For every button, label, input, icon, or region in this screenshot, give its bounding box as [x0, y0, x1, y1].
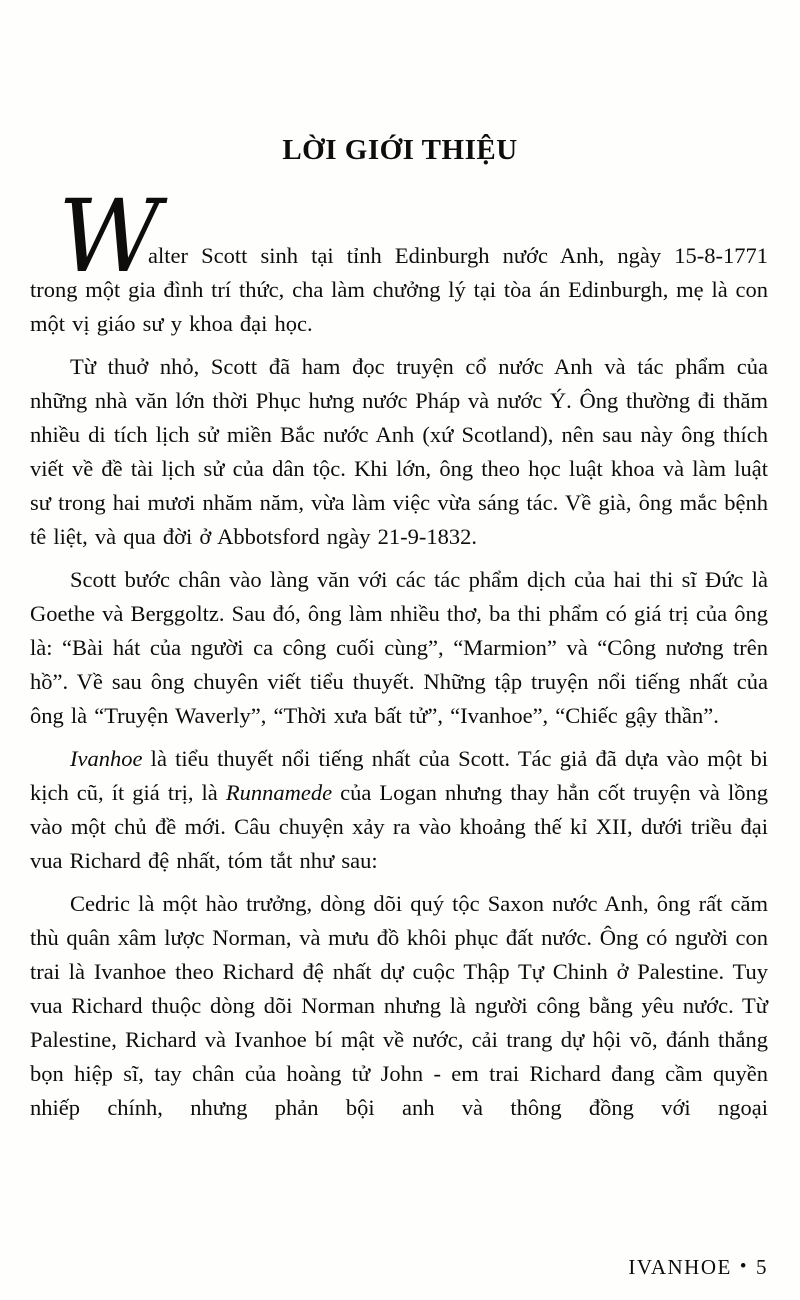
paragraph: [30, 178, 768, 341]
paragraph: Ivanhoe là tiểu thuyết nổi tiếng nhất của Scott. Tác giả đã dựa vào một bi kịch cũ, ít giá trị, là Runnamede của Logan nhưng thay hẳn cốt truyện và lồng vào một chủ đề mới. Câu chuyện xảy ra vào khoảng thế kỉ XII, dưới triều đại vua Richard đệ nhất, tóm tắt như sau:: [30, 746, 768, 873]
paragraph: Scott bước chân vào làng văn với các tác phẩm dịch của hai thi sĩ Đức là Goethe và Berggoltz. Sau đó, ông làm nhiều thơ, ba thi phẩm có giá trị của ông là: “Bài hát của người ca công cuối cùng”, “Marmion” và “Công nương trên hồ”. Về sau ông chuyên viết tiểu thuyết. Những tập truyện nổi tiếng nhất của ông là “Truyện Waverly”, “Thời xưa bất tử”, “Ivanhoe”, “Chiếc gậy thần”.: [30, 567, 768, 728]
drop-cap: W: [58, 178, 161, 295]
footer-page-number: 5: [756, 1255, 768, 1279]
paragraph: Cedric là một hào trưởng, dòng dõi quý tộc Saxon nước Anh, ông rất căm thù quân xâm lược Norman, và mưu đồ khôi phục đất nước. Ông có người con trai là Ivanhoe theo Richard đệ nhất dự cuộc Thập Tự Chinh ở Palestine. Tuy vua Richard thuộc dòng dõi Norman nhưng là người công bằng yêu nước. Từ Palestine, Richard và Ivanhoe bí mật về nước, cải trang dự hội võ, đánh thắng bọn hiệp sĩ, tay chân của hoàng tử John - em trai Richard đang cầm quyền nhiếp chính, nhưng phản bội anh và thông đồng với ngoại: [30, 891, 768, 1120]
footer-book-title: IVANHOE: [628, 1255, 732, 1279]
page-title: LỜI GIỚI THIỆU: [282, 134, 518, 166]
paragraph: Từ thuở nhỏ, Scott đã ham đọc truyện cổ nước Anh và tác phẩm của những nhà văn lớn thời Phục hưng nước Pháp và nước Ý. Ông thường đi thăm nhiều di tích lịch sử miền Bắc nước Anh (xứ Scotland), nên sau này ông thích viết về đề tài lịch sử của dân tộc. Khi lớn, ông theo học luật khoa và làm luật sư trong hai mươi nhăm năm, vừa làm việc vừa sáng tác. Về già, ông mắc bệnh tê liệt, và qua đời ở Abbotsford ngày 21-9-1832.: [30, 354, 768, 549]
paragraph-text: alter Scott sinh tại tỉnh Edinburgh nước Anh, ngày 15-8-1771 trong một gia đình trí thức, cha làm chưởng lý tại tòa án Edinburgh, mẹ là con một vị giáo sư y khoa đại học.: [30, 243, 768, 336]
page-content: [30, 178, 768, 1125]
running-footer: [628, 1255, 768, 1280]
footer-separator-dot: •: [739, 1256, 748, 1277]
